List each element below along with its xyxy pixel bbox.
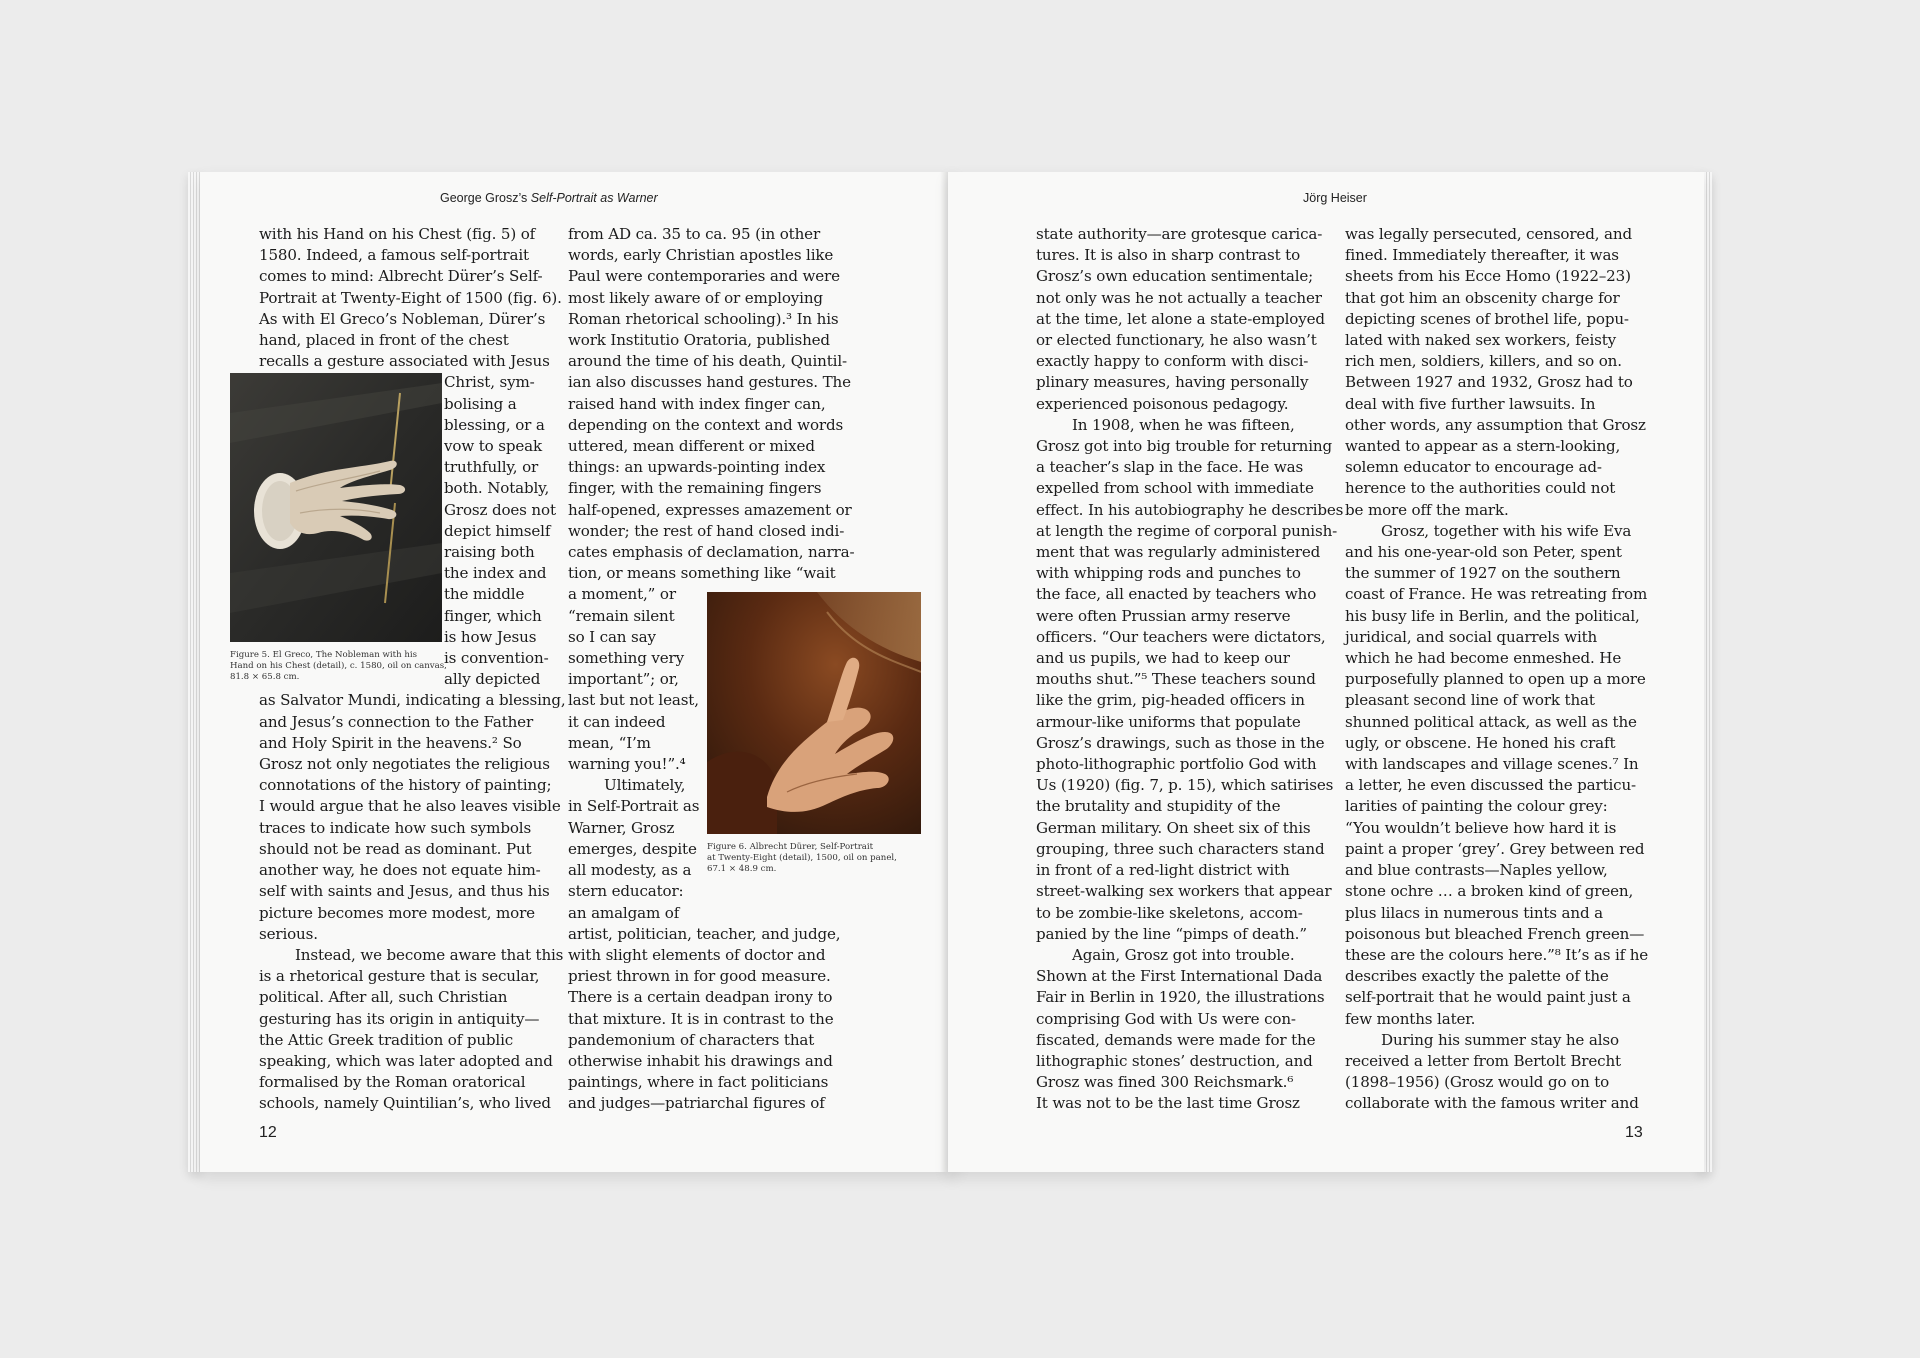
text-line: that got him an obscenity charge for [1345,288,1620,307]
text-line: ian also discusses hand gestures. The [568,373,851,392]
col2-top [568,224,868,584]
text-line: wanted to appear as a stern-looking, [1345,437,1621,456]
text-line: it can indeed [568,712,666,731]
col4-para2 [1345,521,1649,1030]
text-line: paintings, where in fact politicians [568,1073,829,1092]
text-line: fined. Immediately thereafter, it was [1345,246,1619,265]
text-line: other words, any assumption that Grosz [1345,415,1646,434]
text-line: cates emphasis of declamation, narra- [568,543,855,562]
text-line: his busy life in Berlin, and the political, [1345,606,1640,625]
text-line: serious. [259,924,318,943]
text-line: truthfully, or [444,458,539,477]
text-line: another way, he does not equate him- [259,861,541,880]
text-line: like the grim, pig-headed officers in [1036,691,1305,710]
text-line: describes exactly the palette of the [1345,967,1609,986]
col1-para2 [259,945,564,966]
text-line: comes to mind: Albrecht Dürer’s Self- [259,267,543,286]
text-line: gesturing has its origin in antiquity— [259,1009,540,1028]
text-line: bolising a [444,394,517,413]
right-running-head: Jörg Heiser [1303,191,1367,205]
text-line: lithographic stones’ destruction, and [1036,1051,1313,1070]
text-line: grouping, three such characters stand [1036,839,1325,858]
text-line: and Jesus’s connection to the Father [259,712,534,731]
text-line: the Attic Greek tradition of public [259,1030,514,1049]
text-line: ally depicted [444,670,541,689]
text-line: deal with five further lawsuits. In [1345,394,1596,413]
text-line: and Holy Spirit in the heavens.² So [259,733,522,752]
text-line: As with El Greco’s Nobleman, Dürer’s [259,309,546,328]
text-line: tures. It is also in sharp contrast to [1036,246,1301,265]
text-line: photo-lithographic portfolio God with [1036,755,1317,774]
text-line: raising both [444,543,535,562]
text-line: with slight elements of doctor and [568,945,826,964]
text-line: few months later. [1345,1009,1476,1028]
text-line: collaborate with the famous writer and [1345,1094,1639,1113]
text-line: Grosz does not [444,500,556,519]
right-column-1 [1036,224,1344,1115]
right-page [948,172,1704,1172]
text-line: work Institutio Oratoria, published [568,331,830,350]
text-line: not only was he not actually a teacher [1036,288,1322,307]
col3-para2 [1036,415,1344,945]
text-line: Ultimately, [604,776,686,795]
text-line: expelled from school with immediate [1036,479,1314,498]
text-line: both. Notably, [444,479,550,498]
caption-line: Figure 5. El Greco, The Nobleman with his [230,650,418,660]
text-line: should not be read as dominant. Put [259,839,532,858]
text-line: larities of painting the colour grey: [1345,797,1608,816]
text-line: the brutality and stupidity of the [1036,797,1281,816]
text-line: the face, all enacted by teachers who [1036,585,1317,604]
left-page-number: 12 [259,1124,277,1141]
col1-bottom [259,690,566,944]
text-line: self with saints and Jesus, and thus his [259,882,550,901]
text-line: effect. In his autobiography he describes [1036,500,1344,519]
text-line: at length the regime of corporal punish- [1036,521,1338,540]
text-line: from AD ca. 35 to ca. 95 (in other [568,225,821,243]
durer-hand-painting [707,592,921,834]
text-line: or elected functionary, he also wasn’t [1036,331,1317,350]
text-line: Grosz, together with his wife Eva [1381,521,1632,540]
text-line: Fair in Berlin in 1920, the illustrations [1036,988,1325,1007]
text-line: Grosz got into big trouble for returning [1036,437,1332,456]
figure-6-caption [707,842,921,875]
text-line: was legally persecuted, censored, and [1345,225,1632,243]
text-line: traces to indicate how such symbols [259,818,532,837]
text-line: Christ, sym- [444,373,535,392]
text-line: stern educator: [568,882,684,901]
text-line: paint a proper ‘grey’. Grey between red [1345,839,1645,858]
text-line: priest thrown in for good measure. [568,967,831,986]
text-line: recalls a gesture associated with Jesus [259,352,550,371]
text-line: to be zombie-like skeletons, accom- [1036,903,1303,922]
text-line: a moment,” or [568,585,676,604]
text-line: exactly happy to conform with disci- [1036,352,1309,371]
text-line: important”; or, [568,670,679,689]
text-line: street-walking sex workers that appear [1036,882,1332,901]
text-line: mean, “I’m [568,733,651,752]
col3-para1 [1036,224,1336,415]
text-line: the index and [444,564,547,583]
text-line: depict himself [444,521,551,540]
text-line: solemn educator to encourage ad- [1345,458,1602,477]
text-line: “remain silent [568,606,675,625]
text-line: things: an upwards-pointing index [568,458,826,477]
right-column-2 [1345,224,1649,1115]
caption-line: Hand on his Chest (detail), c. 1580, oil on canvas, [230,661,447,671]
text-line: emerges, despite [568,839,697,858]
text-line: panied by the line “pimps of death.” [1036,924,1307,943]
text-line: During his summer stay he also [1381,1030,1619,1049]
text-line: with landscapes and village scenes.⁷ In [1345,755,1639,774]
text-line: armour-like uniforms that populate [1036,712,1301,731]
running-head-title: Self-Portrait as Warner [530,191,658,205]
text-line: around the time of his death, Quintil- [568,352,847,371]
text-line: an amalgam of [568,903,680,922]
text-line: picture becomes more modest, more [259,903,535,922]
text-line: connotations of the history of painting; [259,776,552,795]
text-line: is a rhetorical gesture that is secular, [259,967,540,986]
col1-para2-rest [259,966,559,1114]
left-page [200,172,956,1172]
text-line: Grosz not only negotiates the religious [259,755,550,774]
col2-bottom [568,924,868,1115]
text-line: blessing, or a [444,415,545,434]
text-line: and blue contrasts—Naples yellow, [1345,861,1608,880]
text-line: Us (1920) (fig. 7, p. 15), which satirises [1036,776,1334,795]
text-line: wonder; the rest of hand closed indi- [568,521,845,540]
text-line: Instead, we become aware that this [295,945,564,964]
text-line: finger, which [444,606,542,625]
text-line: with whipping rods and punches to [1036,564,1301,583]
text-line: a letter, he even discussed the particu- [1345,776,1636,795]
text-line: received a letter from Bertolt Brecht [1345,1051,1621,1070]
text-line: In 1908, when he was fifteen, [1072,415,1295,434]
text-line: pleasant second line of work that [1345,691,1595,710]
text-line: self-portrait that he would paint just a [1345,988,1631,1007]
text-line: words, early Christian apostles like [568,246,834,265]
text-line: uttered, mean different or mixed [568,437,815,456]
text-line: ment that was regularly administered [1036,543,1321,562]
text-line: something very [568,649,684,668]
text-line: Warner, Grosz [568,818,675,837]
caption-line: 81.8 × 65.8 cm. [230,672,300,682]
text-line: mouths shut.”⁵ These teachers sound [1036,670,1316,689]
text-line: in front of a red-light district with [1036,861,1290,880]
caption-line: 67.1 × 48.9 cm. [707,864,777,874]
text-line: lated with naked sex workers, feisty [1345,331,1617,350]
text-line: 1580. Indeed, a famous self-portrait [259,246,529,265]
text-line: tion, or means something like “wait [568,564,836,583]
text-line: poisonous but bleached French green— [1345,924,1645,943]
text-line: formalised by the Roman oratorical [259,1073,526,1092]
col1-top [259,224,562,372]
text-line: fiscated, demands were made for the [1036,1030,1316,1049]
text-line: is convention- [444,649,549,668]
text-line: Shown at the First International Dada [1036,967,1323,986]
text-line: most likely aware of or employing [568,288,823,307]
text-line: (1898–1956) (Grosz would go on to [1345,1073,1610,1092]
figure-6-image [707,592,921,834]
caption-line: at Twenty-Eight (detail), 1500, oil on panel, [707,853,897,863]
text-line: at the time, let alone a state-employed [1036,309,1325,328]
text-line: last but not least, [568,691,699,710]
text-line: state authority—are grotesque carica- [1036,225,1323,243]
text-line: political. After all, such Christian [259,988,508,1007]
text-line: schools, namely Quintilian’s, who lived [259,1094,551,1113]
text-line: Paul were contemporaries and were [568,267,840,286]
text-line: all modesty, as a [568,861,692,880]
text-line: is how Jesus [444,627,537,646]
text-line: as Salvator Mundi, indicating a blessing, [259,691,566,710]
text-line: and his one-year-old son Peter, spent [1345,543,1622,562]
text-line: experienced poisonous pedagogy. [1036,394,1289,413]
text-line: herence to the authorities could not [1345,479,1616,498]
text-line: officers. “Our teachers were dictators, [1036,627,1326,646]
text-line: juridical, and social quarrels with [1345,627,1598,646]
text-line: hand, placed in front of the chest [259,331,509,350]
text-line: purposefully planned to open up a more [1345,670,1646,689]
text-line: rich men, soldiers, killers, and so on. [1345,352,1622,371]
text-line: raised hand with index finger can, [568,394,826,413]
text-line: Between 1927 and 1932, Grosz had to [1345,373,1633,392]
text-line: Grosz’s drawings, such as those in the [1036,733,1325,752]
text-line: be more off the mark. [1345,500,1509,519]
right-page-number: 13 [1625,1124,1643,1141]
col4-para1 [1345,224,1645,521]
text-line: with his Hand on his Chest (fig. 5) of [259,225,536,243]
text-line: Roman rhetorical schooling).³ In his [568,309,839,328]
text-line: “You wouldn’t believe how hard it is [1345,818,1617,837]
col3-para3 [1036,945,1336,1115]
text-line: Grosz’s own education sentimentale; [1036,267,1314,286]
text-line: coast of France. He was retreating from [1345,585,1648,604]
text-line: half-opened, expresses amazement or [568,500,852,519]
text-line: and judges—patriarchal figures of [568,1094,825,1113]
text-line: a teacher’s slap in the face. He was [1036,458,1304,477]
text-line: in Self-Portrait as [568,797,700,816]
text-line: shunned political attack, as well as the [1345,712,1637,731]
text-line: pandemonium of characters that [568,1030,815,1049]
text-line: warning you!”.⁴ [568,755,686,774]
el-greco-hand-painting [230,373,442,642]
text-line: Again, Grosz got into trouble. [1072,945,1295,964]
running-head-prefix: George Grosz’s [440,191,531,205]
col4-para3 [1345,1030,1645,1115]
text-line: so I can say [568,627,656,646]
text-line: plus lilacs in numerous tints and a [1345,903,1603,922]
text-line: There is a certain deadpan irony to [568,988,833,1007]
text-line: Portrait at Twenty-Eight of 1500 (fig. 6). [259,288,562,307]
text-line: which he had become enmeshed. He [1345,649,1622,668]
text-line: these are the colours here.”⁸ It’s as if he [1345,945,1649,964]
text-line: that mixture. It is in contrast to the [568,1009,834,1028]
text-line: German military. On sheet six of this [1036,818,1311,837]
text-line: depending on the context and words [568,415,844,434]
text-line: vow to speak [444,437,542,456]
text-line: It was not to be the last time Grosz [1036,1094,1300,1113]
left-running-head [440,191,658,205]
text-line: finger, with the remaining fingers [568,479,822,498]
text-line: comprising God with Us were con- [1036,1009,1296,1028]
text-line: plinary measures, having personally [1036,373,1309,392]
text-line: the middle [444,585,525,604]
caption-line: Figure 6. Albrecht Dürer, Self-Portrait [707,842,874,852]
text-line: the summer of 1927 on the southern [1345,564,1621,583]
text-line: I would argue that he also leaves visible [259,797,561,816]
text-line: otherwise inhabit his drawings and [568,1051,833,1070]
text-line: artist, politician, teacher, and judge, [568,924,841,943]
text-line: Grosz was fined 300 Reichsmark.⁶ [1036,1073,1294,1092]
text-line: were often Prussian army reserve [1036,606,1291,625]
figure-5-image [230,373,442,642]
text-line: and us pupils, we had to keep our [1036,649,1290,668]
figure-5-caption [230,650,447,683]
text-line: depicting scenes of brothel life, popu- [1345,309,1629,328]
text-line: sheets from his Ecce Homo (1922–23) [1345,267,1631,286]
text-line: speaking, which was later adopted and [259,1051,553,1070]
text-line: ugly, or obscene. He honed his craft [1345,733,1616,752]
text-line: stone ochre … a broken kind of green, [1345,882,1634,901]
